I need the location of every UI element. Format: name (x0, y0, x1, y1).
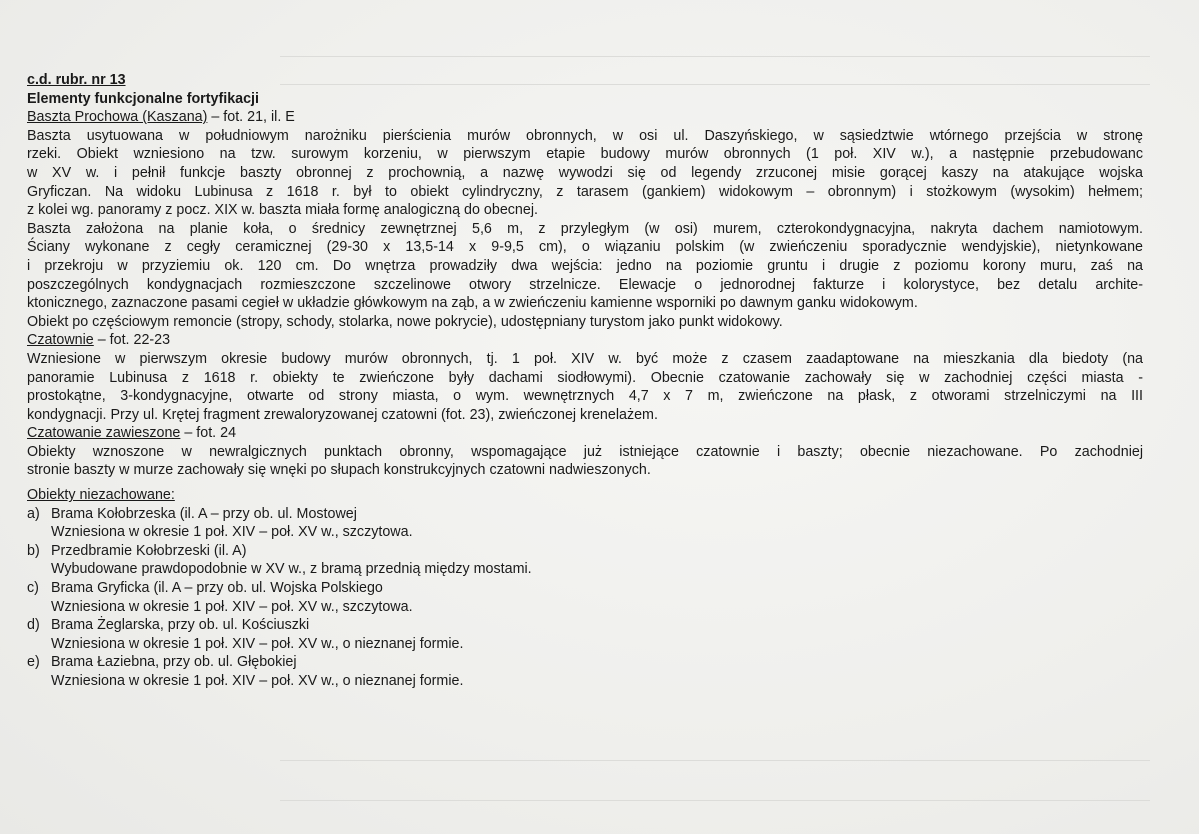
czatownie-heading (27, 331, 1143, 350)
czatownie-heading-ref: – fot. 22-23 (93, 332, 171, 349)
list-item-desc: Wzniesiona w okresie 1 poł. XIV – poł. XV w., o nieznanej formie. (51, 673, 464, 689)
baszta-para1-line: rzeki. Obiekt wzniesiono na tzw. surowym korzeniu, w pierwszym etapie budowy murów obronnych (1 poł. XIV w.), a następnie przebudowanc (27, 146, 1143, 163)
list-item-desc: Wzniesiona w okresie 1 poł. XIV – poł. XV w., szczytowa. (51, 598, 413, 615)
list-item (27, 579, 1143, 616)
niezachowane-heading: Obiekty niezachowane: (27, 487, 175, 504)
baszta-para1-line: Baszta usytuowana w południowym narożniku pierścienia murów obronnych, w osi ul. Daszyńskiego, w sąsiedztwie wtórnego przejścia w stronę (27, 127, 1143, 144)
list-item-letter: d) (27, 617, 40, 634)
baszta-para2-line: Ściany wykonane z cegły ceramicznej (29-30 x 13,5-14 x 9-9,5 cm), o wiązaniu polskim (w zwieńczeniu sporadycznie wendyjskie), nietynkowane (27, 239, 1143, 256)
baszta-para1-line: Gryficzan. Na widoku Lubinusa z 1618 r. był to obiekt cylindryczny, z tarasem (gankiem) widokowym – obronnym) i stożkowym (wysokim) hełmem; (27, 183, 1143, 200)
czatowanie-zawieszone-heading-ref: – fot. 24 (180, 425, 237, 442)
baszta-para2-line: Obiekt po częściowym remoncie (stropy, schody, stolarka, nowe pokrycie), udostępniany turystom jako punkt widokowy. (27, 313, 783, 330)
czatowanie-zawieszone-para-line: stronie baszty w murze zachowały się wnęki po słupach konstrukcyjnych czatowni nadwieszonych. (27, 462, 651, 479)
list-item-desc: Wzniesiona w okresie 1 poł. XIV – poł. XV w., o nieznanej formie. (51, 635, 464, 652)
list-item-letter: b) (27, 542, 40, 559)
czatowanie-zawieszone-heading-name: Czatowanie zawieszone (27, 425, 181, 442)
list-item-name: Brama Kołobrzeska (il. A – przy ob. ul. Mostowej (51, 505, 357, 522)
bleed-through-rule (280, 760, 1150, 761)
list-item-name: Przedbramie Kołobrzeski (il. A) (51, 542, 247, 559)
baszta-heading-ref: – fot. 21, il. E (207, 109, 295, 126)
czatownie-para-line: prostokątne, 3-kondygnacyjne, otwarte od strony miasta, o wym. wewnętrznych 4,7 x 7 m, zwieńczone na płask, z otworami strzelniczymi na III (27, 388, 1143, 405)
baszta-para1-line: z kolei wg. panoramy z pocz. XIX w. baszta miała formę analogiczną do obecnej. (27, 202, 538, 219)
list-item-name: Brama Żeglarska, przy ob. ul. Kościuszki (51, 617, 310, 634)
list-item (27, 505, 1143, 542)
baszta-para1-line: w XV w. i pełnił funkcje baszty obronnej z prochownią, a nazwę wywodzi się od legendy zrzuconej misie gorącej kaszy na atakujące wojska (27, 164, 1143, 181)
list-item-letter: e) (27, 654, 40, 671)
niezachowane-list (27, 505, 1143, 691)
baszta-para2-line: ktonicznego, zaznaczone pasami cegieł w układzie główkowym na ząb, a w zwieńczeniu kamienne wsporniki po dawnym ganku widokowym. (27, 295, 918, 312)
continuation-header: c.d. rubr. nr 13 (27, 72, 126, 88)
czatowanie-zawieszone-heading (27, 424, 1143, 443)
baszta-heading (27, 108, 1143, 127)
baszta-para2-line: Baszta założona na planie koła, o średnicy zewnętrznej 5,6 m, z przyległym (w osi) murem, czterokondygnacyjna, nakryta dachem namiotowym. (27, 220, 1143, 237)
list-item (27, 653, 1143, 690)
list-item (27, 542, 1143, 579)
list-item-desc: Wybudowane prawdopodobnie w XV w., z bramą przednią między mostami. (51, 561, 532, 578)
list-item-letter: a) (27, 505, 40, 522)
czatownie-para-line: Wzniesione w pierwszym okresie budowy murów obronnych, tj. 1 poł. XIV w. być może z czasem zaadaptowane na mieszkania dla biedoty (na (27, 350, 1143, 367)
baszta-para2-line: poszczególnych kondygnacjach rozmieszczone szczelinowe otwory strzelnicze. Elewacje o jednorodnej fakturze i kolorystyce, bez detalu archite- (27, 276, 1143, 293)
czatownie-para-line: panoramie Lubinusa z 1618 r. obiekty te zwieńczone były dachami siodłowymi). Obecnie czatowanie zachowały się w zachodniej części miasta - (27, 369, 1143, 386)
czatownie-para-line: kondygnacji. Przy ul. Krętej fragment zrewaloryzowanej czatowni (fot. 23), zwieńczonej krenelażem. (27, 406, 658, 423)
list-item-name: Brama Gryficka (il. A – przy ob. ul. Wojska Polskiego (51, 580, 383, 597)
document-body (27, 71, 1143, 691)
section-title: Elementy funkcjonalne fortyfikacji (27, 90, 259, 107)
list-item-name: Brama Łaziebna, przy ob. ul. Głębokiej (51, 654, 297, 671)
list-item-desc: Wzniesiona w okresie 1 poł. XIV – poł. XV w., szczytowa. (51, 524, 413, 541)
bleed-through-rule (280, 800, 1150, 801)
baszta-para2-line: i przekroju w przyziemiu ok. 120 cm. Do wnętrza prowadziły dwa wejścia: jedno na poziomie gruntu i drugie z poziomu korony muru, zaś na (27, 257, 1143, 274)
czatowanie-zawieszone-para-line: Obiekty wznoszone w newralgicznych punktach obronny, wspomagające już istniejące czatownie i baszty; obecnie niezachowane. Po zachodniej (27, 443, 1143, 460)
list-item-letter: c) (27, 580, 39, 597)
bleed-through-rule (280, 56, 1150, 57)
baszta-heading-name: Baszta Prochowa (Kaszana) (27, 109, 208, 126)
czatownie-heading-name: Czatownie (27, 332, 94, 349)
list-item (27, 616, 1143, 653)
